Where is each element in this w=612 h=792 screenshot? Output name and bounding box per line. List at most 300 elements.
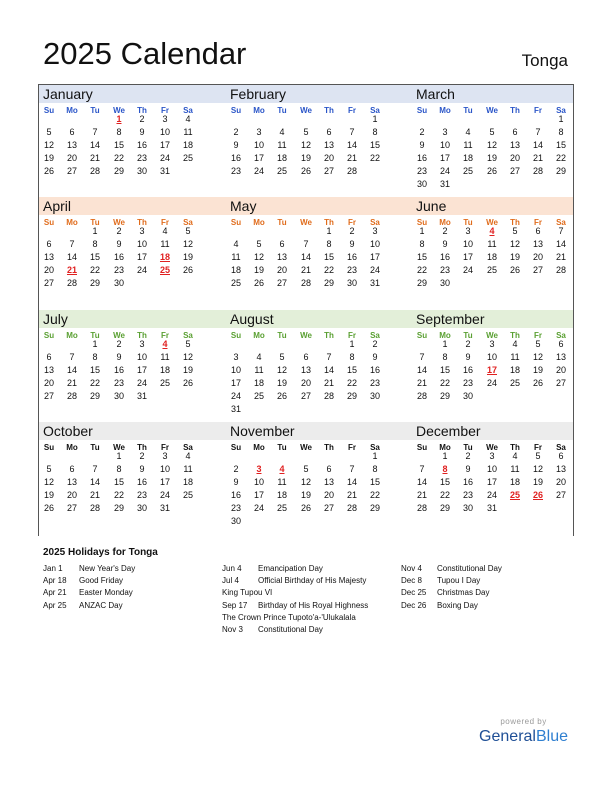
calendar-day[interactable]: 30 (136, 166, 147, 176)
calendar-day[interactable]: 6 (326, 464, 332, 474)
calendar-day[interactable]: 23 (136, 153, 147, 163)
calendar-day[interactable]: 21 (323, 378, 334, 388)
calendar-day[interactable]: 23 (369, 378, 380, 388)
calendar-day[interactable]: 3 (489, 451, 495, 461)
calendar-day[interactable]: 6 (279, 239, 285, 249)
calendar-day[interactable]: 1 (372, 451, 378, 461)
calendar-day[interactable]: 30 (369, 391, 380, 401)
calendar-day[interactable]: 19 (182, 252, 193, 262)
calendar-day[interactable]: 6 (303, 352, 309, 362)
calendar-day[interactable]: 13 (509, 140, 520, 150)
calendar-day[interactable]: 31 (159, 166, 170, 176)
calendar-day[interactable]: 10 (439, 140, 450, 150)
calendar-day[interactable]: 2 (233, 464, 239, 474)
calendar-day[interactable]: 22 (369, 153, 380, 163)
calendar-day[interactable]: 21 (300, 265, 311, 275)
calendar-day[interactable]: 28 (89, 166, 100, 176)
calendar-day[interactable]: 10 (486, 352, 497, 362)
calendar-day[interactable]: 27 (300, 391, 311, 401)
holiday-date[interactable]: 1 (116, 114, 122, 124)
calendar-day[interactable]: 4 (162, 226, 168, 236)
calendar-day[interactable]: 7 (419, 352, 425, 362)
calendar-day[interactable]: 30 (136, 503, 147, 513)
calendar-day[interactable]: 22 (113, 153, 124, 163)
calendar-day[interactable]: 29 (323, 278, 334, 288)
calendar-day[interactable]: 7 (349, 464, 355, 474)
calendar-day[interactable]: 13 (66, 140, 77, 150)
calendar-day[interactable]: 3 (139, 226, 145, 236)
calendar-day[interactable]: 27 (555, 378, 566, 388)
calendar-day[interactable]: 3 (465, 226, 471, 236)
calendar-day[interactable]: 8 (442, 352, 448, 362)
holiday-date[interactable]: 26 (532, 490, 543, 500)
calendar-day[interactable]: 25 (230, 278, 241, 288)
calendar-day[interactable]: 13 (555, 352, 566, 362)
calendar-day[interactable]: 6 (69, 464, 75, 474)
calendar-day[interactable]: 18 (276, 490, 287, 500)
calendar-day[interactable]: 9 (116, 239, 122, 249)
calendar-day[interactable]: 22 (113, 490, 124, 500)
calendar-day[interactable]: 17 (230, 378, 241, 388)
calendar-day[interactable]: 11 (160, 239, 170, 249)
calendar-day[interactable]: 30 (230, 516, 241, 526)
calendar-day[interactable]: 15 (323, 252, 334, 262)
calendar-day[interactable]: 14 (89, 140, 100, 150)
calendar-day[interactable]: 15 (439, 477, 450, 487)
calendar-day[interactable]: 23 (136, 490, 147, 500)
calendar-day[interactable]: 7 (92, 127, 98, 137)
calendar-day[interactable]: 8 (349, 352, 355, 362)
calendar-day[interactable]: 26 (509, 265, 520, 275)
calendar-day[interactable]: 5 (303, 464, 309, 474)
calendar-day[interactable]: 30 (439, 278, 450, 288)
calendar-day[interactable]: 20 (300, 378, 311, 388)
calendar-day[interactable]: 21 (66, 378, 77, 388)
calendar-day[interactable]: 6 (512, 127, 518, 137)
calendar-day[interactable]: 10 (159, 127, 170, 137)
calendar-day[interactable]: 1 (372, 114, 378, 124)
calendar-day[interactable]: 19 (532, 477, 543, 487)
calendar-day[interactable]: 26 (486, 166, 497, 176)
calendar-day[interactable]: 20 (509, 153, 520, 163)
calendar-day[interactable]: 23 (230, 503, 241, 513)
calendar-day[interactable]: 2 (139, 114, 145, 124)
calendar-day[interactable]: 16 (113, 365, 124, 375)
holiday-date[interactable]: 3 (256, 464, 262, 474)
calendar-day[interactable]: 2 (116, 226, 122, 236)
calendar-day[interactable]: 23 (230, 166, 241, 176)
calendar-day[interactable]: 6 (535, 226, 541, 236)
calendar-day[interactable]: 1 (558, 114, 564, 124)
calendar-day[interactable]: 16 (230, 490, 241, 500)
calendar-day[interactable]: 4 (512, 451, 518, 461)
calendar-day[interactable]: 29 (416, 278, 427, 288)
calendar-day[interactable]: 8 (116, 127, 122, 137)
calendar-day[interactable]: 19 (300, 153, 311, 163)
calendar-day[interactable]: 22 (369, 490, 380, 500)
calendar-day[interactable]: 20 (323, 490, 334, 500)
calendar-day[interactable]: 30 (113, 391, 124, 401)
holiday-date[interactable]: 18 (159, 252, 170, 262)
calendar-day[interactable]: 4 (512, 339, 518, 349)
holiday-date[interactable]: 21 (66, 265, 77, 275)
calendar-day[interactable]: 15 (113, 477, 124, 487)
calendar-day[interactable]: 3 (233, 352, 239, 362)
calendar-day[interactable]: 1 (442, 339, 448, 349)
calendar-day[interactable]: 19 (276, 378, 287, 388)
calendar-day[interactable]: 11 (160, 352, 170, 362)
calendar-day[interactable]: 16 (462, 365, 473, 375)
calendar-day[interactable]: 10 (159, 464, 170, 474)
calendar-day[interactable]: 29 (439, 503, 450, 513)
calendar-day[interactable]: 18 (182, 140, 193, 150)
holiday-date[interactable]: 17 (486, 365, 497, 375)
calendar-day[interactable]: 21 (555, 252, 566, 262)
calendar-day[interactable]: 24 (159, 153, 170, 163)
calendar-day[interactable]: 20 (555, 477, 566, 487)
calendar-day[interactable]: 14 (555, 239, 566, 249)
calendar-day[interactable]: 25 (509, 378, 520, 388)
calendar-day[interactable]: 23 (462, 378, 473, 388)
calendar-day[interactable]: 6 (69, 127, 75, 137)
calendar-day[interactable]: 28 (416, 503, 427, 513)
calendar-day[interactable]: 23 (439, 265, 450, 275)
calendar-day[interactable]: 4 (465, 127, 471, 137)
calendar-day[interactable]: 18 (230, 265, 241, 275)
calendar-day[interactable]: 20 (43, 265, 54, 275)
calendar-day[interactable]: 25 (182, 153, 193, 163)
calendar-day[interactable]: 23 (113, 378, 124, 388)
calendar-day[interactable]: 18 (486, 252, 497, 262)
calendar-day[interactable]: 11 (463, 140, 473, 150)
calendar-day[interactable]: 11 (277, 477, 287, 487)
calendar-day[interactable]: 12 (509, 239, 520, 249)
calendar-day[interactable]: 10 (462, 239, 473, 249)
calendar-day[interactable]: 21 (416, 378, 427, 388)
calendar-day[interactable]: 26 (300, 503, 311, 513)
calendar-day[interactable]: 6 (558, 451, 564, 461)
calendar-day[interactable]: 12 (486, 140, 497, 150)
calendar-day[interactable]: 29 (89, 391, 100, 401)
calendar-day[interactable]: 18 (182, 477, 193, 487)
calendar-day[interactable]: 31 (230, 404, 241, 414)
calendar-day[interactable]: 30 (416, 179, 427, 189)
calendar-day[interactable]: 14 (532, 140, 543, 150)
calendar-day[interactable]: 9 (372, 352, 378, 362)
calendar-day[interactable]: 2 (116, 339, 122, 349)
calendar-day[interactable]: 4 (279, 127, 285, 137)
calendar-day[interactable]: 15 (369, 140, 380, 150)
calendar-day[interactable]: 22 (346, 378, 357, 388)
calendar-day[interactable]: 30 (462, 503, 473, 513)
calendar-day[interactable]: 29 (346, 391, 357, 401)
calendar-day[interactable]: 16 (113, 252, 124, 262)
calendar-day[interactable]: 3 (162, 451, 168, 461)
calendar-day[interactable]: 10 (136, 352, 147, 362)
calendar-day[interactable]: 6 (558, 339, 564, 349)
calendar-day[interactable]: 12 (532, 352, 543, 362)
calendar-day[interactable]: 17 (462, 252, 473, 262)
calendar-day[interactable]: 31 (439, 179, 450, 189)
calendar-day[interactable]: 7 (69, 239, 75, 249)
calendar-day[interactable]: 3 (256, 127, 262, 137)
calendar-day[interactable]: 28 (66, 391, 77, 401)
calendar-day[interactable]: 19 (300, 490, 311, 500)
calendar-day[interactable]: 3 (139, 339, 145, 349)
calendar-day[interactable]: 20 (43, 378, 54, 388)
calendar-day[interactable]: 6 (46, 239, 52, 249)
calendar-day[interactable]: 4 (233, 239, 239, 249)
calendar-day[interactable]: 2 (349, 226, 355, 236)
calendar-day[interactable]: 16 (136, 477, 147, 487)
calendar-day[interactable]: 7 (92, 464, 98, 474)
calendar-day[interactable]: 24 (369, 265, 380, 275)
calendar-day[interactable]: 8 (116, 464, 122, 474)
calendar-day[interactable]: 10 (253, 140, 264, 150)
calendar-day[interactable]: 4 (185, 114, 191, 124)
calendar-day[interactable]: 17 (253, 490, 264, 500)
calendar-day[interactable]: 28 (346, 503, 357, 513)
calendar-day[interactable]: 9 (349, 239, 355, 249)
calendar-day[interactable]: 7 (349, 127, 355, 137)
calendar-day[interactable]: 28 (323, 391, 334, 401)
calendar-day[interactable]: 1 (419, 226, 425, 236)
calendar-day[interactable]: 28 (300, 278, 311, 288)
calendar-day[interactable]: 9 (465, 352, 471, 362)
calendar-day[interactable]: 5 (489, 127, 495, 137)
calendar-day[interactable]: 22 (89, 265, 100, 275)
calendar-day[interactable]: 8 (92, 239, 98, 249)
calendar-day[interactable]: 29 (89, 278, 100, 288)
calendar-day[interactable]: 9 (465, 464, 471, 474)
calendar-day[interactable]: 26 (532, 378, 543, 388)
calendar-day[interactable]: 17 (136, 365, 147, 375)
calendar-day[interactable]: 1 (442, 451, 448, 461)
holiday-date[interactable]: 4 (279, 464, 285, 474)
calendar-day[interactable]: 17 (486, 477, 497, 487)
calendar-day[interactable]: 2 (372, 339, 378, 349)
calendar-day[interactable]: 16 (230, 153, 241, 163)
calendar-day[interactable]: 5 (535, 451, 541, 461)
calendar-day[interactable]: 20 (323, 153, 334, 163)
calendar-day[interactable]: 14 (66, 365, 77, 375)
calendar-day[interactable]: 15 (89, 252, 100, 262)
calendar-day[interactable]: 7 (326, 352, 332, 362)
holiday-date[interactable]: 4 (489, 226, 495, 236)
calendar-day[interactable]: 26 (43, 503, 54, 513)
calendar-day[interactable]: 7 (303, 239, 309, 249)
calendar-day[interactable]: 24 (136, 378, 147, 388)
calendar-day[interactable]: 8 (558, 127, 564, 137)
calendar-day[interactable]: 11 (183, 127, 193, 137)
calendar-day[interactable]: 19 (43, 490, 54, 500)
calendar-day[interactable]: 5 (185, 226, 191, 236)
calendar-day[interactable]: 3 (442, 127, 448, 137)
calendar-day[interactable]: 7 (419, 464, 425, 474)
calendar-day[interactable]: 20 (276, 265, 287, 275)
calendar-day[interactable]: 12 (253, 252, 264, 262)
calendar-day[interactable]: 26 (182, 378, 193, 388)
calendar-day[interactable]: 24 (159, 490, 170, 500)
calendar-day[interactable]: 12 (43, 140, 54, 150)
calendar-day[interactable]: 16 (462, 477, 473, 487)
calendar-day[interactable]: 25 (159, 378, 170, 388)
calendar-day[interactable]: 8 (372, 464, 378, 474)
calendar-day[interactable]: 8 (326, 239, 332, 249)
calendar-day[interactable]: 28 (555, 265, 566, 275)
calendar-day[interactable]: 24 (253, 166, 264, 176)
calendar-day[interactable]: 23 (346, 265, 357, 275)
calendar-day[interactable]: 28 (66, 278, 77, 288)
calendar-day[interactable]: 24 (486, 378, 497, 388)
calendar-day[interactable]: 14 (89, 477, 100, 487)
calendar-day[interactable]: 29 (113, 166, 124, 176)
calendar-day[interactable]: 14 (300, 252, 311, 262)
calendar-day[interactable]: 24 (486, 490, 497, 500)
calendar-day[interactable]: 23 (113, 265, 124, 275)
calendar-day[interactable]: 22 (89, 378, 100, 388)
calendar-day[interactable]: 19 (532, 365, 543, 375)
calendar-day[interactable]: 16 (136, 140, 147, 150)
calendar-day[interactable]: 3 (162, 114, 168, 124)
calendar-day[interactable]: 12 (43, 477, 54, 487)
calendar-day[interactable]: 13 (300, 365, 311, 375)
calendar-day[interactable]: 3 (372, 226, 378, 236)
calendar-day[interactable]: 26 (300, 166, 311, 176)
calendar-day[interactable]: 23 (462, 490, 473, 500)
calendar-day[interactable]: 2 (233, 127, 239, 137)
calendar-day[interactable]: 27 (43, 278, 54, 288)
calendar-day[interactable]: 15 (555, 140, 566, 150)
calendar-day[interactable]: 21 (416, 490, 427, 500)
calendar-day[interactable]: 20 (555, 365, 566, 375)
calendar-day[interactable]: 5 (303, 127, 309, 137)
calendar-day[interactable]: 5 (279, 352, 285, 362)
calendar-day[interactable]: 5 (256, 239, 262, 249)
calendar-day[interactable]: 8 (92, 352, 98, 362)
calendar-day[interactable]: 25 (462, 166, 473, 176)
calendar-day[interactable]: 7 (69, 352, 75, 362)
calendar-day[interactable]: 28 (532, 166, 543, 176)
calendar-day[interactable]: 25 (276, 503, 287, 513)
calendar-day[interactable]: 26 (253, 278, 264, 288)
calendar-day[interactable]: 11 (487, 239, 497, 249)
calendar-day[interactable]: 7 (558, 226, 564, 236)
calendar-day[interactable]: 19 (253, 265, 264, 275)
calendar-day[interactable]: 9 (442, 239, 448, 249)
calendar-day[interactable]: 22 (555, 153, 566, 163)
calendar-day[interactable]: 10 (486, 464, 497, 474)
calendar-day[interactable]: 27 (555, 490, 566, 500)
calendar-day[interactable]: 4 (256, 352, 262, 362)
calendar-day[interactable]: 11 (277, 140, 287, 150)
calendar-day[interactable]: 21 (346, 153, 357, 163)
calendar-day[interactable]: 20 (66, 153, 77, 163)
calendar-day[interactable]: 11 (510, 352, 520, 362)
calendar-day[interactable]: 24 (462, 265, 473, 275)
calendar-day[interactable]: 27 (66, 166, 77, 176)
calendar-day[interactable]: 18 (509, 477, 520, 487)
calendar-day[interactable]: 5 (535, 339, 541, 349)
calendar-day[interactable]: 13 (323, 477, 334, 487)
calendar-day[interactable]: 27 (66, 503, 77, 513)
calendar-day[interactable]: 16 (439, 252, 450, 262)
calendar-day[interactable]: 16 (416, 153, 427, 163)
calendar-day[interactable]: 11 (183, 464, 193, 474)
calendar-day[interactable]: 1 (116, 451, 122, 461)
calendar-day[interactable]: 31 (369, 278, 380, 288)
calendar-day[interactable]: 10 (369, 239, 380, 249)
calendar-day[interactable]: 24 (439, 166, 450, 176)
calendar-day[interactable]: 5 (185, 339, 191, 349)
calendar-day[interactable]: 12 (182, 352, 193, 362)
calendar-day[interactable]: 28 (416, 391, 427, 401)
calendar-day[interactable]: 1 (92, 339, 98, 349)
calendar-day[interactable]: 27 (323, 166, 334, 176)
calendar-day[interactable]: 27 (532, 265, 543, 275)
calendar-day[interactable]: 20 (66, 490, 77, 500)
calendar-day[interactable]: 19 (43, 153, 54, 163)
calendar-day[interactable]: 9 (139, 127, 145, 137)
calendar-day[interactable]: 18 (509, 365, 520, 375)
calendar-day[interactable]: 9 (116, 352, 122, 362)
holiday-date[interactable]: 8 (442, 464, 448, 474)
calendar-day[interactable]: 27 (509, 166, 520, 176)
calendar-day[interactable]: 10 (253, 477, 264, 487)
calendar-day[interactable]: 12 (300, 477, 311, 487)
calendar-day[interactable]: 13 (276, 252, 287, 262)
calendar-day[interactable]: 19 (486, 153, 497, 163)
calendar-day[interactable]: 17 (253, 153, 264, 163)
calendar-day[interactable]: 17 (369, 252, 380, 262)
calendar-day[interactable]: 13 (555, 464, 566, 474)
calendar-day[interactable]: 23 (416, 166, 427, 176)
holiday-date[interactable]: 25 (159, 265, 170, 275)
calendar-day[interactable]: 31 (136, 391, 147, 401)
calendar-day[interactable]: 17 (439, 153, 450, 163)
calendar-day[interactable]: 19 (182, 365, 193, 375)
calendar-day[interactable]: 29 (555, 166, 566, 176)
calendar-day[interactable]: 26 (43, 166, 54, 176)
calendar-day[interactable]: 15 (416, 252, 427, 262)
calendar-day[interactable]: 29 (113, 503, 124, 513)
holiday-date[interactable]: 25 (509, 490, 520, 500)
calendar-day[interactable]: 15 (439, 365, 450, 375)
calendar-day[interactable]: 13 (43, 252, 54, 262)
calendar-day[interactable]: 31 (159, 503, 170, 513)
calendar-day[interactable]: 4 (185, 451, 191, 461)
calendar-day[interactable]: 14 (346, 477, 357, 487)
calendar-day[interactable]: 22 (439, 378, 450, 388)
calendar-day[interactable]: 25 (276, 166, 287, 176)
calendar-day[interactable]: 16 (369, 365, 380, 375)
calendar-day[interactable]: 21 (89, 153, 100, 163)
calendar-day[interactable]: 9 (233, 477, 239, 487)
calendar-day[interactable]: 17 (159, 140, 170, 150)
calendar-day[interactable]: 29 (369, 503, 380, 513)
calendar-day[interactable]: 1 (92, 226, 98, 236)
calendar-day[interactable]: 17 (136, 252, 147, 262)
calendar-day[interactable]: 25 (253, 391, 264, 401)
calendar-day[interactable]: 31 (486, 503, 497, 513)
calendar-day[interactable]: 29 (439, 391, 450, 401)
calendar-day[interactable]: 5 (46, 127, 52, 137)
calendar-day[interactable]: 11 (510, 464, 520, 474)
calendar-day[interactable]: 16 (346, 252, 357, 262)
calendar-day[interactable]: 2 (465, 339, 471, 349)
calendar-day[interactable]: 14 (66, 252, 77, 262)
calendar-day[interactable]: 11 (254, 365, 264, 375)
